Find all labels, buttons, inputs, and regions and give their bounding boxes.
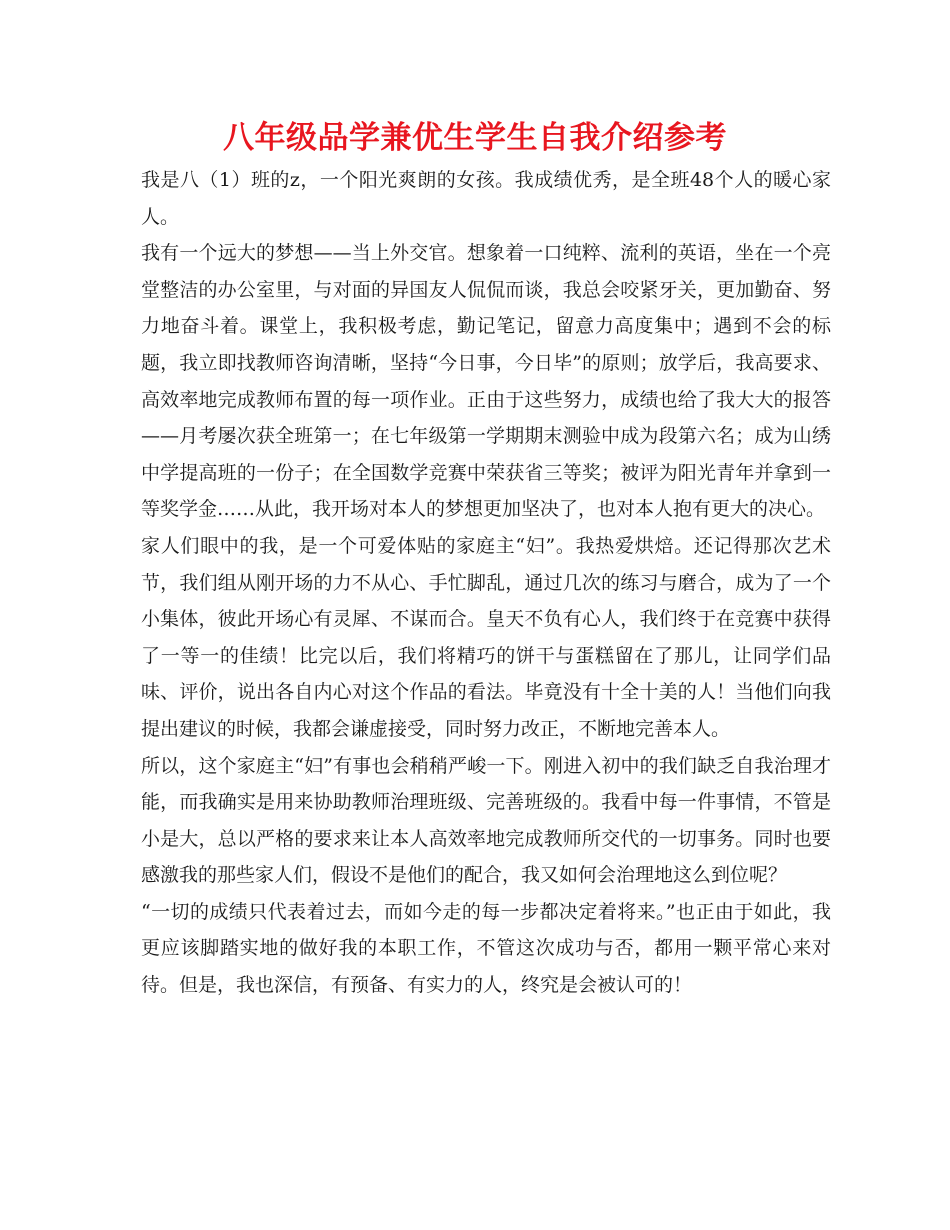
- paragraph-family: 家人们眼中的我，是一个可爱体贴的家庭主“妇”。我热爱烘焙。还记得那次艺术节，我们组从刚开场的力不从心、手忙脚乱，通过几次的练习与磨合，成为了一个小集体，彼此开场心有灵犀、不谋而合。皇天不负有心人，我们终于在竞赛中获得了一等一的佳绩！比完以后，我们将精巧的饼干与蛋糕留在了那儿，让同学们品味、评价，说出各自内心对这个作品的看法。毕竟没有十全十美的人！当他们向我提出建议的时候，我都会谦虚接受，同时努力改正，不断地完善本人。: [141, 534, 831, 740]
- document-body: [141, 162, 831, 1004]
- paragraph-closing: “一切的成绩只代表着过去，而如今走的每一步都决定着将来。”也正由于如此，我更应该脚踏实地的做好我的本职工作，不管这次成功与否，都用一颗平常心来对待。但是，我也深信，有预备、有实力的人，终究是会被认可的！: [141, 900, 831, 997]
- paragraph-management: 所以，这个家庭主“妇”有事也会稍稍严峻一下。刚进入初中的我们缺乏自我治理才能，而我确实是用来协助教师治理班级、完善班级的。我看中每一件事情，不管是小是大，总以严格的要求来让本人高效率地完成教师所交代的一切事务。同时也要感激我的那些家人们，假设不是他们的配合，我又如何会治理地这么到位呢？: [141, 754, 831, 887]
- paragraph-intro: 我是八（1）班的z，一个阳光爽朗的女孩。我成绩优秀，是全班48个人的暖心家人。: [141, 169, 831, 228]
- document-title: 八年级品学兼优生学生自我介绍参考: [223, 120, 727, 156]
- paragraph-dream: 我有一个远大的梦想——当上外交官。想象着一口纯粹、流利的英语，坐在一个亮堂整洁的办公室里，与对面的异国友人侃侃而谈，我总会咬紧牙关，更加勤奋、努力地奋斗着。课堂上，我积极考虑，勤记笔记，留意力高度集中；遇到不会的标题，我立即找教师咨询清晰，坚持“今日事，今日毕”的原则；放学后，我高要求、高效率地完成教师布置的每一项作业。正由于这些努力，成绩也给了我大大的报答——月考屡次获全班第一；在七年级第一学期期末测验中成为段第六名；成为山绣中学提高班的一份子；在全国数学竞赛中荣获省三等奖；被评为阳光青年并拿到一等奖学金……从此，我开场对本人的梦想更加坚决了，也对本人抱有更大的决心。: [141, 242, 831, 521]
